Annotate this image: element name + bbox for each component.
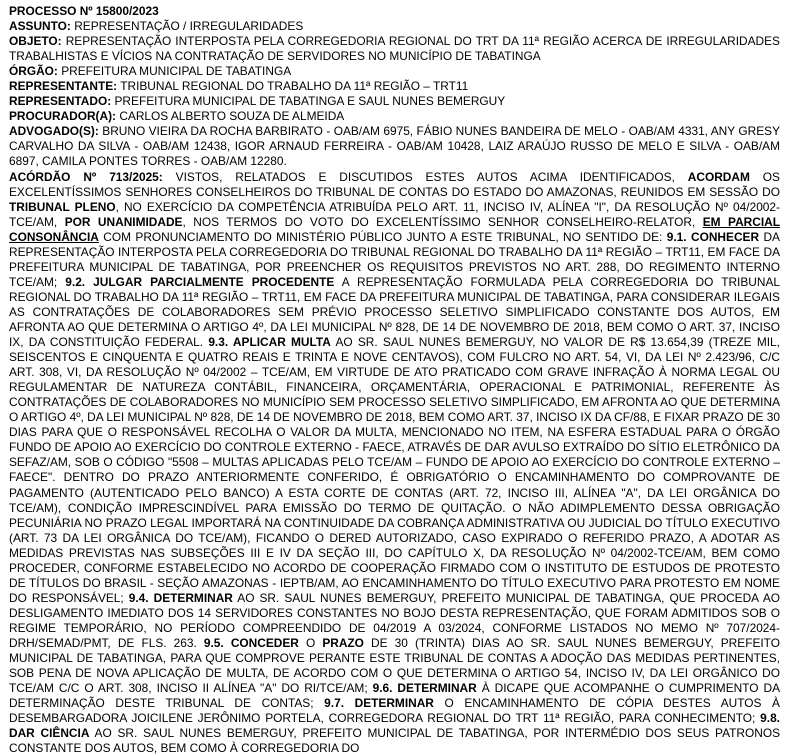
acordao-text: , NOS TERMOS DO VOTO DO EXCELENTÍSSIMO SENHOR CONSELHEIRO-RELATOR, (182, 214, 696, 229)
acordao-text: DE 30 (TRINTA) DIAS AO SR. SAUL NUNES BEMERGUY, PREFEITO MUNICIPAL DE TABATINGA, PARA QUE COMPROVE PERANTE ESTE TRIBUNAL DE CONTAS A ADOÇÃO DAS MEDIDAS PERTINENTES, SOB PENA DE NOVA APLICAÇÃO DE MULTA, DE ACORDO COM O QUE DETERMINA O ARTIGO 54, INCISO IV, DA LEI ORGÂNICO DO TCE/AM C/C O ART. 308, INCISO II ALÍNEA "A" DO RI/TCE/AM; (9, 635, 780, 696)
acordao-text: DA REPRESENTAÇÃO INTERPOSTA PELA CORREGEDORIA DO TRIBUNAL REGIONAL DO TRABALHO DA 11ª REGIÃO – TRT11, EM FACE DA PREFEITURA MUNICIPAL DE TABATINGA, POR PREENCHER OS REQUISITOS PREVISTOS NO ART. 288, DO REGIMENTO INTERNO TCE/AM; (9, 229, 780, 289)
assunto-label: ASSUNTO: (9, 19, 71, 34)
representante-label: REPRESENTANTE: (9, 79, 118, 94)
assunto-value: REPRESENTAÇÃO / IRREGULARIDADES (74, 19, 304, 34)
objeto-label: OBJETO: (9, 34, 62, 49)
processo-number: PROCESSO Nº 15800/2023 (9, 4, 159, 18)
acordao-label: ACÓRDÃO Nº 713/2025: (9, 169, 163, 184)
orgao-line (9, 64, 780, 79)
representado-line (9, 94, 780, 109)
acordao-text: À DICAPE QUE ACOMPANHE O CUMPRIMENTO DA DETERMINAÇÃO DESTE TRIBUNAL DE CONTAS; (9, 681, 781, 711)
acordao-text: O (305, 635, 316, 650)
acordao-text: COM PRONUNCIAMENTO DO MINISTÉRIO PÚBLICO JUNTO A ESTE TRIBUNAL, NO SENTIDO DE: (103, 229, 663, 244)
advogados-value: BRUNO VIEIRA DA ROCHA BARBIRATO - OAB/AM 6975, FÁBIO NUNES BANDEIRA DE MELO - OAB/AM 4331, ANY GRESY CARVALHO DA SILVA - OAB/AM 12438, IGOR ARNAUD FERREIRA - OAB/AM 10428, LAIZ ARAÚJO RUSSO DE MELO E SILVA - OAB/AM 6897, CAMILA PONTES TORRES - OAB/AM 12280. (9, 124, 781, 169)
acordao-text: OS EXCELENTÍSSIMOS SENHORES CONSELHEIROS DO TRIBUNAL DE CONTAS DO ESTADO DO AMAZONAS, REUNIDOS EM SESSÃO DO (9, 169, 780, 199)
assunto-line (9, 19, 780, 34)
acordam-keyword: ACORDAM (687, 169, 750, 184)
acordao-paragraph (9, 170, 780, 756)
acordao-text: AO SR. SAUL NUNES BEMERGUY, PREFEITO MUNICIPAL DE TABATINGA, QUE PROCEDA AO DESLIGAMENTO IMEDIATO DOS 14 SERVIDORES CONSTANTES NO BOJO DESTA REPRESENTAÇÃO, QUE FORAM ADMITIDOS SOB O REGIME TEMPORÁRIO, NO PERÍODO COMPREENDIDO DE 04/2019 A 03/2024, CONFORME LISTADOS NO MEMO Nº 707/2024-DRH/SEMAD/PMT, DE FLS. 263. (9, 590, 780, 650)
representante-line (9, 79, 780, 94)
acordao-text: AO SR. SAUL NUNES BEMERGUY, NO VALOR DE R$ 13.654,39 (TREZE MIL, SEISCENTOS E CINQUENTA E QUATRO REAIS E TRINTA E NOVE CENTAVOS), COM FULCRO NO ART. 54, VI, DA LEI Nº 2.423/96, C/C ART. 308, VI, DA RESOLUÇÃO Nº 04/2002 – TCE/AM, EM VIRTUDE DE ATO PRATICADO COM GRAVE INFRAÇÃO À NORMA LEGAL OU REGULAMENTAR DE NATUREZA CONTÁBIL, FINANCEIRA, ORÇAMENTÁRIA, OPERACIONAL E PATRIMONIAL, REFERENTE ÀS CONTRATAÇÕES DE COLABORADORES NO MUNICÍPIO SEM PROCESSO SELETIVO SIMPLIFICADO, EM AFRONTA AO QUE DETERMINA O ARTIGO 4º, DA LEI MUNICIPAL Nº 828, DE 14 DE NOVEMBRO DE 2018, BEM COMO ART. 37, INCISO IX DA CF/88, E FIXAR PRAZO DE 30 DIAS PARA QUE O RESPONSÁVEL RECOLHA O VALOR DA MULTA, MENCIONADO NO ITEM, NA ESFERA ESTADUAL PARA O ÓRGÃO FUNDO DE APOIO AO EXERCÍCIO DO CONTROLE EXTERNO - FAECE, ATRAVÉS DE DAR AVULSO EXTRAÍDO DO SÍTIO ELETRÔNICO DA SEFAZ/AM, SOB O CÓDIGO "5508 – MULTAS APLICADAS PELO TCE/AM – FUNDO DE APOIO AO EXERCÍCIO DO CONTROLE EXTERNO – FAECE". DENTRO DO PRAZO ANTERIORMENTE CONFERIDO, É OBRIGATÓRIO O ENCAMINHAMENTO DO COMPROVANTE DE PAGAMENTO (AUTENTICADO PELO BANCO) A ESTA CORTE DE CONTAS (ART. 72, INCISO III, ALÍNEA "A", DA LEI ORGÂNICA DO TCE/AM), CONDIÇÃO IMPRESCINDÍVEL PARA EMISSÃO DO TERMO DE QUITAÇÃO. O NÃO ADIMPLEMENTO DESSA OBRIGAÇÃO PECUNIÁRIA NO PRAZO LEGAL IMPORTARÁ NA CONTINUIDADE DA COBRANÇA ADMINISTRATIVA OU JUDICIAL DO TÍTULO EXECUTIVO (ART. 73 DA LEI ORGÂNICA DO TCE/AM), FICANDO O DERED AUTORIZADO, CASO EXPIRADO O REFERIDO PRAZO, A ADOTAR AS MEDIDAS PREVISTAS NAS SUBSEÇÕES III E IV DA SEÇÃO III, DO CAPÍTULO X, DA RESOLUÇÃO Nº 04/2002-TCE/AM, BEM COMO PROCEDER, CONFORME ESTABELECIDO NO ACORDO DE COOPERAÇÃO FIRMADO COM O INSTITUTO DE ESTUDOS DE PROTESTO DE TÍTULOS DO BRASIL - SEÇÃO AMAZONAS - IEPTB/AM, AO ENCAMINHAMENTO DO TÍTULO EXECUTIVO PARA PROTESTO EM NOME DO RESPONSÁVEL; (9, 335, 780, 605)
acordao-text: , NO EXERCÍCIO DA COMPETÊNCIA ATRIBUÍDA PELO ART. 11, INCISO IV, ALÍNEA "I", DA RESOLUÇÃO Nº 04/2002-TCE/AM, (9, 199, 780, 229)
item-9-6-keyword: 9.6. DETERMINAR (372, 681, 477, 696)
orgao-value: PREFEITURA MUNICIPAL DE TABATINGA (61, 64, 292, 79)
item-9-3-keyword: 9.3. APLICAR MULTA (208, 335, 331, 350)
item-9-7-keyword: 9.7. DETERMINAR (324, 696, 434, 711)
item-9-1-keyword: 9.1. CONHECER (666, 229, 760, 244)
representado-value: PREFEITURA MUNICIPAL DE TABATINGA E SAUL NUNES BEMERGUY (114, 94, 506, 109)
objeto-value: REPRESENTAÇÃO INTERPOSTA PELA CORREGEDORIA REGIONAL DO TRT DA 11ª REGIÃO ACERCA DE IRREGULARIDADES TRABALHISTAS E VÍCIOS NA CONTRATAÇÃO DE SERVIDORES NO MUNICÍPIO DE TABATINGA (9, 34, 780, 64)
acordao-text: VISTOS, RELATADOS E DISCUTIDOS ESTES AUTOS ACIMA IDENTIFICADOS, (175, 169, 675, 184)
item-9-4-keyword: 9.4. DETERMINAR (128, 590, 233, 605)
item-9-2-keyword: 9.2. JULGAR PARCIALMENTE PROCEDENTE (65, 274, 335, 289)
orgao-label: ÓRGÃO: (9, 64, 58, 79)
objeto-line (9, 34, 780, 64)
item-9-5-keyword: 9.5. CONCEDER (203, 635, 299, 650)
representado-label: REPRESENTADO: (9, 94, 112, 109)
prazo-keyword: PRAZO (322, 635, 364, 650)
item-9-8-keyword: 9.8. DAR CIÊNCIA (9, 711, 780, 741)
procurador-label: PROCURADOR(A): (9, 109, 117, 124)
processo-line (9, 4, 780, 19)
procurador-line (9, 109, 780, 124)
acordao-text: O ENCAMINHAMENTO DE CÓPIA DESTES AUTOS À DESEMBARGADORA JOICILENE JERÔNIMO PORTELA, CORREGEDORA REGIONAL DO TRT 11ª REGIÃO, PARA CONHECIMENTO; (9, 696, 780, 726)
advogados-line (9, 124, 780, 169)
consonancia-keyword: EM PARCIAL CONSONÂNCIA (9, 214, 780, 244)
procurador-value: CARLOS ALBERTO SOUZA DE ALMEIDA (119, 109, 345, 124)
representante-value: TRIBUNAL REGIONAL DO TRABALHO DA 11ª REGIÃO – TRT11 (120, 79, 469, 94)
unanimidade-keyword: POR UNANIMIDADE (64, 214, 183, 229)
acordao-text: A REPRESENTAÇÃO FORMULADA PELA CORREGEDORIA DO TRIBUNAL REGIONAL DO TRABALHO DA 11ª REGIÃO – TRT11, EM FACE DA PREFEITURA MUNICIPAL DE TABATINGA, PARA CONSIDERAR ILEGAIS AS CONTRATAÇÕES DE COLABORADORES SEM PRÉVIO PROCESSO SELETIVO SIMPLIFICADO CONSTANTE DOS AUTOS, EM AFRONTA AO QUE DETERMINA O ARTIGO 4º, DA LEI MUNICIPAL Nº 828, DE 14 DE NOVEMBRO DE 2018, BEM COMO O ART. 37, INCISO IX, DA CONSTITUIÇÃO FEDERAL. (9, 274, 780, 350)
advogados-label: ADVOGADO(S): (9, 124, 99, 139)
tribunal-pleno-keyword: TRIBUNAL PLENO (9, 199, 116, 214)
acordao-text: AO SR. SAUL NUNES BEMERGUY, PREFEITO MUNICIPAL DE TABATINGA, POR INTERMÉDIO DOS SEUS PATRONOS CONSTANTE DOS AUTOS, BEM COMO À CORREGEDORIA DO (9, 726, 781, 756)
